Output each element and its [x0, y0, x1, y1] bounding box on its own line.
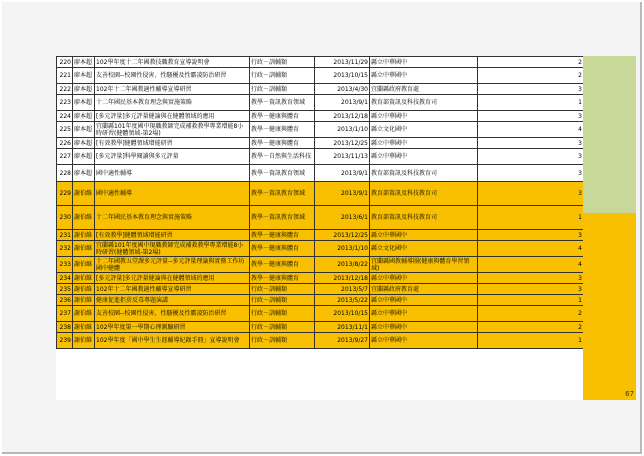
date-cell: 2013/4/30 — [315, 84, 370, 95]
unit-cell: 縣立中華國中 — [370, 57, 478, 68]
table-row — [57, 84, 584, 95]
topic-cell: 宜蘭縣101年度國中現職教師完成補救教學專業增能8小時研習(健體領域-第2場) — [95, 241, 250, 257]
document-sheet — [56, 56, 634, 400]
row-number: 232 — [57, 241, 73, 257]
topic-cell: [多元評量]多元評量健論與在健體領域的應用 — [95, 273, 250, 284]
date-cell: 2013/5/7 — [315, 284, 370, 295]
category-cell: 行政－訓輔類 — [250, 57, 315, 68]
table-row — [57, 68, 584, 84]
table-row — [57, 322, 584, 333]
row-number: 233 — [57, 257, 73, 273]
name-cell: 廖本超 — [73, 149, 95, 165]
table-row — [57, 273, 584, 284]
name-cell: 廖本超 — [73, 57, 95, 68]
row-number: 234 — [57, 273, 73, 284]
unit-cell: 縣立中華國中 — [370, 306, 478, 322]
category-cell: 教學－健康與體育 — [250, 241, 315, 257]
table-body — [57, 57, 584, 349]
date-cell: 2013/1/10 — [315, 241, 370, 257]
row-number: 221 — [57, 68, 73, 84]
points-cell: 3 — [478, 165, 584, 182]
date-cell: 2013/12/25 — [315, 230, 370, 241]
topic-cell: 友善校園--校園性侵害、性騷擾及性霸凌防治研習 — [95, 306, 250, 322]
date-cell: 2013/9/1 — [315, 165, 370, 182]
topic-cell: 健康促進拒菸反毒專題演講 — [95, 295, 250, 306]
topic-cell: 國中適性輔導 — [95, 182, 250, 206]
table-row — [57, 230, 584, 241]
category-cell: 教學－資訊教育領域 — [250, 95, 315, 111]
unit-cell: 縣立文化國中 — [370, 122, 478, 138]
table-row — [57, 333, 584, 349]
unit-cell: 宜蘭縣政府教育處 — [370, 84, 478, 95]
points-cell: 2 — [478, 322, 584, 333]
topic-cell: 宜蘭縣101年度國中現職教師完成補救教學專業增能8小時研習(健體領域-第2場) — [95, 122, 250, 138]
name-cell: 謝伯維 — [73, 257, 95, 273]
category-cell: 行政－訓輔類 — [250, 284, 315, 295]
category-cell: 教學－健康與體育 — [250, 230, 315, 241]
name-cell: 謝伯維 — [73, 284, 95, 295]
name-cell: 謝伯維 — [73, 230, 95, 241]
date-cell: 2013/9/1 — [315, 182, 370, 206]
points-cell: 3 — [478, 138, 584, 149]
unit-cell: 縣立中華國中 — [370, 149, 478, 165]
table-row — [57, 111, 584, 122]
unit-cell: 縣立文化國中 — [370, 241, 478, 257]
date-cell: 2013/12/18 — [315, 273, 370, 284]
date-cell: 2013/8/22 — [315, 257, 370, 273]
unit-cell: 宜蘭縣政府教育處 — [370, 284, 478, 295]
category-cell: 行政－訓輔類 — [250, 306, 315, 322]
table-row — [57, 182, 584, 206]
date-cell: 2013/9/1 — [315, 95, 370, 111]
row-number: 239 — [57, 333, 73, 349]
name-cell: 廖本超 — [73, 165, 95, 182]
date-cell: 2013/5/22 — [315, 295, 370, 306]
topic-cell: [多元評量]科學閱讀與多元評量 — [95, 149, 250, 165]
name-cell: 謝伯維 — [73, 333, 95, 349]
row-number: 236 — [57, 295, 73, 306]
points-cell: 4 — [478, 241, 584, 257]
name-cell: 廖本超 — [73, 138, 95, 149]
unit-cell: 教育部資訊及科技教育司 — [370, 95, 478, 111]
name-cell: 廖本超 — [73, 111, 95, 122]
row-number: 225 — [57, 122, 73, 138]
row-number: 228 — [57, 165, 73, 182]
row-number: 229 — [57, 182, 73, 206]
topic-cell: 102學年度第一學期心理測驗研習 — [95, 322, 250, 333]
name-cell: 謝伯維 — [73, 273, 95, 284]
name-cell: 廖本超 — [73, 84, 95, 95]
points-cell: 3 — [478, 230, 584, 241]
name-cell: 謝伯維 — [73, 182, 95, 206]
row-number: 238 — [57, 322, 73, 333]
points-cell: 3 — [478, 149, 584, 165]
date-cell: 2013/1/10 — [315, 122, 370, 138]
topic-cell: [有效教學]健體領域增能研習 — [95, 230, 250, 241]
topic-cell: [多元評量]多元評量健論與在健體領域的應用 — [95, 111, 250, 122]
points-cell: 1 — [478, 95, 584, 111]
category-cell: 行政－訓輔類 — [250, 84, 315, 95]
row-number: 237 — [57, 306, 73, 322]
date-cell: 2013/11/1 — [315, 322, 370, 333]
unit-cell: 縣立中華國中 — [370, 111, 478, 122]
row-number: 235 — [57, 284, 73, 295]
unit-cell: 縣立中華國中 — [370, 68, 478, 84]
topic-cell: [有效教學]健體領域增能研習 — [95, 138, 250, 149]
category-cell: 教學－健康與體育 — [250, 138, 315, 149]
table-row — [57, 95, 584, 111]
date-cell: 2013/11/29 — [315, 57, 370, 68]
unit-cell: 縣立中華國中 — [370, 138, 478, 149]
training-records-table — [56, 56, 584, 349]
row-number: 231 — [57, 230, 73, 241]
date-cell: 2013/12/25 — [315, 138, 370, 149]
category-cell: 行政－訓輔類 — [250, 322, 315, 333]
row-number: 223 — [57, 95, 73, 111]
unit-cell: 縣立中華國中 — [370, 322, 478, 333]
table-row — [57, 165, 584, 182]
points-cell: 2 — [478, 68, 584, 84]
category-cell: 教學－健康與體育 — [250, 257, 315, 273]
topic-cell: 102年十二年國教適性輔導宣導研習 — [95, 284, 250, 295]
points-cell: 3 — [478, 273, 584, 284]
name-cell: 謝伯維 — [73, 306, 95, 322]
unit-cell: 教育部資訊及科技教育司 — [370, 165, 478, 182]
category-cell: 教學－健康與體育 — [250, 122, 315, 138]
category-cell: 教學－健康與體育 — [250, 111, 315, 122]
topic-cell: 友善校園--校園性侵害、性騷擾及性霸凌防治研習 — [95, 68, 250, 84]
category-cell: 教學－資訊教育領域 — [250, 165, 315, 182]
date-cell: 2013/12/18 — [315, 111, 370, 122]
category-cell: 教學－資訊教育領域 — [250, 182, 315, 206]
date-cell: 2013/9/27 — [315, 333, 370, 349]
date-cell: 2013/10/15 — [315, 306, 370, 322]
table-row — [57, 241, 584, 257]
page-number: 67 — [625, 390, 634, 398]
topic-cell: 十二年國民基本教育理念與實施策略 — [95, 95, 250, 111]
topic-cell: 十二年國教五堂課多元評量--多元評量理論與實務工作坊 國中健體 — [95, 257, 250, 273]
topic-cell: 102學年度十二年國教技職教育宣導說明會 — [95, 57, 250, 68]
row-number: 224 — [57, 111, 73, 122]
unit-cell: 縣立中華國中 — [370, 295, 478, 306]
name-cell: 謝伯維 — [73, 295, 95, 306]
row-number: 220 — [57, 57, 73, 68]
category-cell: 教學－資訊教育領域 — [250, 206, 315, 230]
unit-cell: 縣立中華國中 — [370, 333, 478, 349]
name-cell: 廖本超 — [73, 68, 95, 84]
row-number: 230 — [57, 206, 73, 230]
topic-cell: 十二年國民基本教育理念與實施策略 — [95, 206, 250, 230]
points-cell: 2 — [478, 306, 584, 322]
points-cell: 3 — [478, 84, 584, 95]
table-row — [57, 122, 584, 138]
side-highlight-panel — [583, 56, 636, 400]
category-cell: 教學－自然與生活科技 — [250, 149, 315, 165]
unit-cell: 縣立中華國中 — [370, 230, 478, 241]
date-cell: 2013/10/15 — [315, 68, 370, 84]
topic-cell: 102學年度「國中學生生涯輔導紀錄手冊」宣導說明會 — [95, 333, 250, 349]
category-cell: 行政－訓輔類 — [250, 68, 315, 84]
name-cell: 謝伯維 — [73, 241, 95, 257]
unit-cell: 教育部資訊及科技教育司 — [370, 182, 478, 206]
table-row — [57, 306, 584, 322]
category-cell: 行政－訓輔類 — [250, 295, 315, 306]
row-number: 227 — [57, 149, 73, 165]
name-cell: 廖本超 — [73, 122, 95, 138]
page-frame — [2, 2, 642, 454]
date-cell: 2013/11/13 — [315, 149, 370, 165]
points-cell: 3 — [478, 111, 584, 122]
topic-cell: 國中適性輔導 — [95, 165, 250, 182]
points-cell: 2 — [478, 57, 584, 68]
points-cell: 3 — [478, 284, 584, 295]
name-cell: 謝伯維 — [73, 322, 95, 333]
table-row — [57, 284, 584, 295]
points-cell: 4 — [478, 257, 584, 273]
table-row — [57, 138, 584, 149]
topic-cell: 102年十二年國教適性輔導宣導研習 — [95, 84, 250, 95]
points-cell: 3 — [478, 182, 584, 206]
date-cell: 2013/6/1 — [315, 206, 370, 230]
orange-highlight-block — [583, 213, 636, 400]
table-row — [57, 257, 584, 273]
green-highlight-block — [583, 56, 636, 213]
category-cell: 教學－健康與體育 — [250, 273, 315, 284]
unit-cell: 縣立中華國中 — [370, 273, 478, 284]
points-cell: 1 — [478, 206, 584, 230]
unit-cell: 宜蘭縣國教輔導團(健康與體育學習領域) — [370, 257, 478, 273]
points-cell: 1 — [478, 333, 584, 349]
table-row — [57, 295, 584, 306]
row-number: 226 — [57, 138, 73, 149]
unit-cell: 教育部資訊及科技教育司 — [370, 206, 478, 230]
points-cell: 4 — [478, 122, 584, 138]
points-cell: 1 — [478, 295, 584, 306]
table-row — [57, 149, 584, 165]
name-cell: 謝伯維 — [73, 206, 95, 230]
table-row — [57, 57, 584, 68]
table-row — [57, 206, 584, 230]
category-cell: 行政－訓輔類 — [250, 333, 315, 349]
row-number: 222 — [57, 84, 73, 95]
name-cell: 廖本超 — [73, 95, 95, 111]
